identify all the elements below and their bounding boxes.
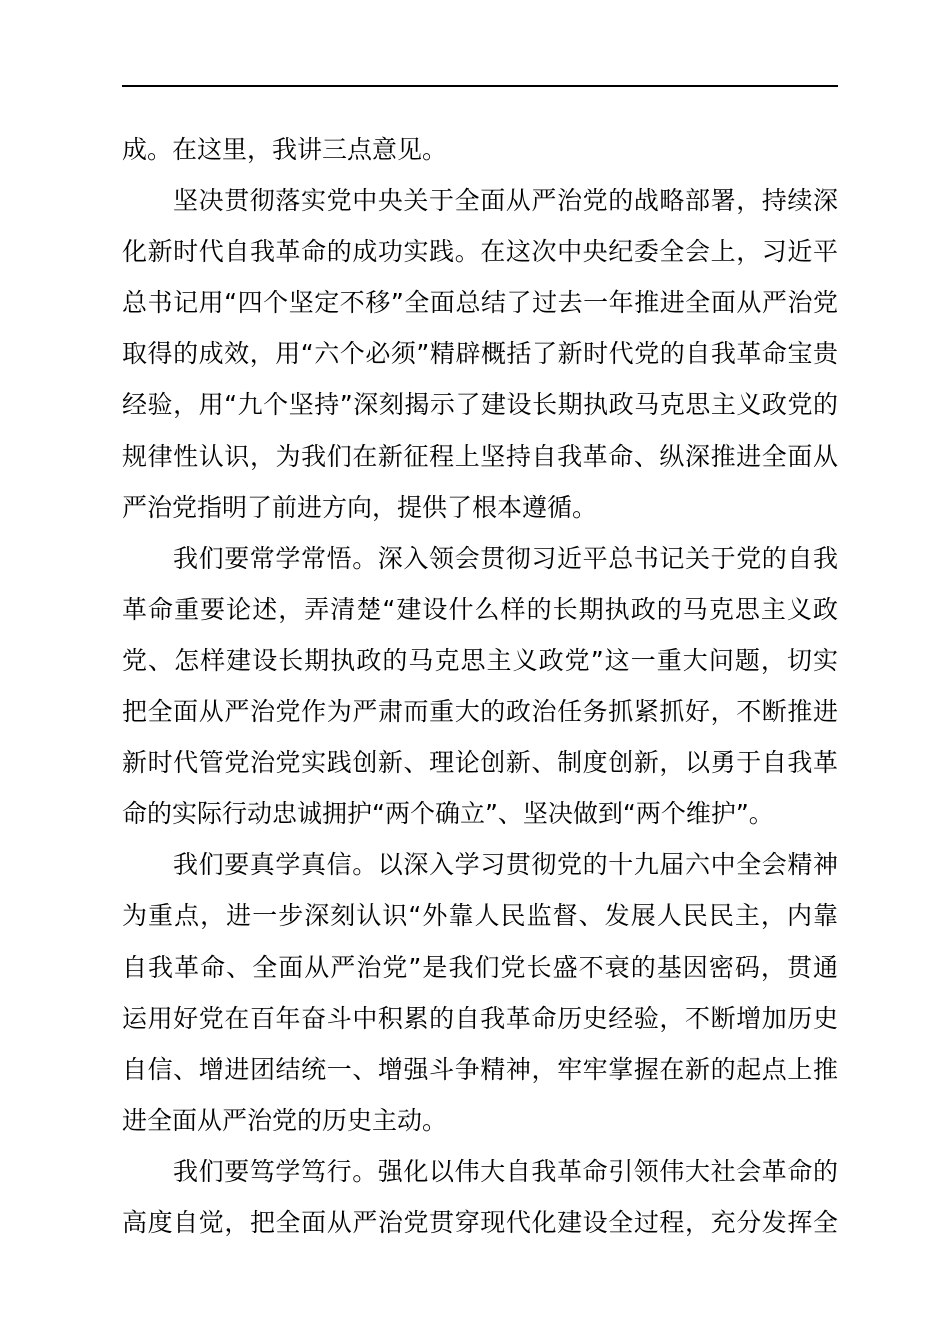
text-line: 我们要笃学笃行。强化以伟大自我革命引领伟大社会革命的 xyxy=(173,1156,838,1186)
text-line: 自我革命、全面从严治党”是我们党长盛不衰的基因密码，贯通 xyxy=(122,952,838,982)
text-line: 成。在这里，我讲三点意见。 xyxy=(122,135,448,164)
text-line: 化新时代自我革命的成功实践。在这次中央纪委全会上，习近平 xyxy=(122,237,838,267)
body-text xyxy=(122,124,838,1248)
text-line: 我们要真学真信。以深入学习贯彻党的十九届六中全会精神 xyxy=(173,850,838,880)
text-line: 规律性认识，为我们在新征程上坚持自我革命、纵深推进全面从 xyxy=(122,441,838,471)
text-line: 为重点，进一步深刻认识“外靠人民监督、发展人民民主，内靠 xyxy=(122,901,838,931)
text-line: 新时代管党治党实践创新、理论创新、制度创新，以勇于自我革 xyxy=(122,748,838,778)
text-line: 自信、增进团结统一、增强斗争精神，牢牢掌握在新的起点上推 xyxy=(122,1054,838,1084)
header-rule xyxy=(122,85,838,87)
text-line: 高度自觉，把全面从严治党贯穿现代化建设全过程，充分发挥全 xyxy=(122,1207,838,1237)
text-line: 革命重要论述，弄清楚“建设什么样的长期执政的马克思主义政 xyxy=(122,594,838,624)
text-line: 严治党指明了前进方向，提供了根本遵循。 xyxy=(122,492,598,522)
text-line: 我们要常学常悟。深入领会贯彻习近平总书记关于党的自我 xyxy=(173,543,838,573)
text-line: 总书记用“四个坚定不移”全面总结了过去一年推进全面从严治党 xyxy=(122,288,838,318)
text-line: 运用好党在百年奋斗中积累的自我革命历史经验，不断增加历史 xyxy=(122,1003,838,1033)
text-line: 命的实际行动忠诚拥护“两个确立”、坚决做到“两个维护”。 xyxy=(122,799,774,829)
text-line: 党、怎样建设长期执政的马克思主义政党”这一重大问题，切实 xyxy=(122,645,838,675)
text-line: 进全面从严治党的历史主动。 xyxy=(122,1105,448,1135)
text-line: 取得的成效，用“六个必须”精辟概括了新时代党的自我革命宝贵 xyxy=(122,339,838,369)
text-line: 坚决贯彻落实党中央关于全面从严治党的战略部署，持续深 xyxy=(173,186,838,216)
text-line: 把全面从严治党作为严肃而重大的政治任务抓紧抓好，不断推进 xyxy=(122,697,838,727)
text-line: 经验，用“九个坚持”深刻揭示了建设长期执政马克思主义政党的 xyxy=(122,390,838,420)
